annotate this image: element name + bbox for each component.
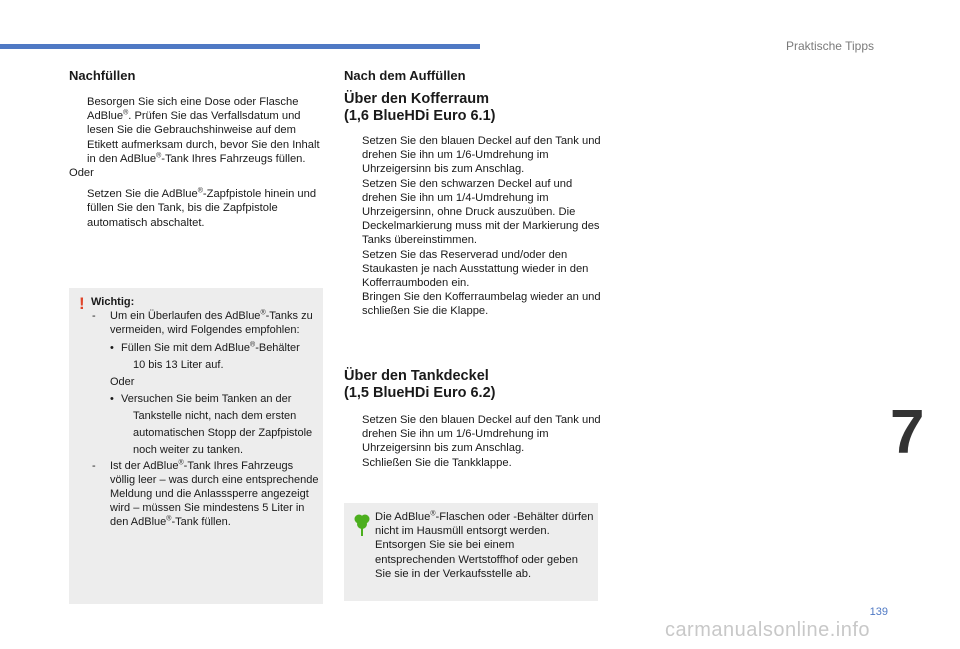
running-title: Praktische Tipps — [785, 39, 874, 53]
refill-instructions — [69, 95, 327, 230]
environment-note-text: Die AdBlue®-Flaschen oder -Behälter dürfen nicht im Hausmüll entsorgt werden. Entsorgen Sie sie bei einem entsprechenden Wertstoffhof oder geben Sie sie in der Verkaufsstelle ab. — [375, 510, 594, 580]
warning-subitem: • Versuchen Sie beim Tanken an der Tankstelle nicht, nach dem ersten automatischen Stopp der Zapfpistole noch weiter zu tanken. — [110, 392, 313, 456]
registered-mark: ® — [123, 109, 129, 117]
warning-box — [69, 288, 323, 604]
list-item: Besorgen Sie sich eine Dose oder Flasche AdBlue®. Prüfen Sie das Verfallsdatum und lesen Sie die Gebrauchshinweise auf dem Etikett aufmerksam durch, bevor Sie den Inhalt in den AdBlue®-Tank Ihres Fahrzeugs füllen. — [87, 96, 320, 165]
leaf-tree-icon — [354, 513, 370, 537]
chapter-number: 7 — [890, 398, 925, 467]
registered-mark: ® — [178, 458, 184, 466]
registered-mark: ® — [430, 510, 436, 518]
subheading-trunk: Über den Kofferraum (1,6 BlueHDi Euro 6.1) — [344, 91, 496, 124]
section-heading-after-refill: Nach dem Auffüllen — [344, 68, 466, 83]
page-number: 139 — [869, 606, 888, 618]
list-item: Bringen Sie den Kofferraumbelag wieder an und schließen Sie die Klappe. — [362, 291, 601, 318]
subheading-fuel-flap: Über den Tankdeckel (1,5 BlueHDi Euro 6.2) — [344, 368, 496, 401]
registered-mark: ® — [156, 152, 162, 160]
or-label: Oder — [110, 375, 135, 388]
warning-content — [83, 295, 321, 530]
registered-mark: ® — [166, 515, 172, 523]
warning-icon: ! — [79, 294, 85, 313]
watermark: carmanualsonline.info — [664, 619, 870, 641]
or-label: Oder — [69, 167, 94, 180]
list-item: Schließen Sie die Tankklappe. — [362, 456, 512, 469]
list-item: Setzen Sie den schwarzen Deckel auf und drehen Sie ihn um 1/4-Umdrehung im Uhrzeigersinn, ohne Druck auszuüben. Die Deckelmarkierung muss mit der Markierung des Tanks übereinstimmen. — [362, 177, 600, 247]
warning-item: - Um ein Überlaufen des AdBlue®-Tanks zu vermeiden, wird Folgendes empfohlen: — [92, 309, 313, 337]
fuel-flap-steps — [344, 413, 602, 470]
warning-title: Wichtig: — [91, 296, 135, 308]
header-accent-bar — [0, 44, 480, 49]
list-item: Setzen Sie den blauen Deckel auf den Tank und drehen Sie ihn um 1/6-Umdrehung im Uhrzeigersinn bis zum Anschlag. — [362, 414, 601, 455]
warning-item: - Ist der AdBlue®-Tank Ihres Fahrzeugs völlig leer – was durch eine entsprechende Meldung und die Anlasssperre angezeigt wird – müssen Sie mindestens 5 Liter in den AdBlue®-Tank füllen. — [92, 458, 319, 529]
list-item: Setzen Sie das Reserverad und/oder den Staukasten je nach Ausstattung wieder in den Kofferraumboden ein. — [362, 248, 589, 290]
registered-mark: ® — [197, 187, 203, 195]
trunk-steps — [344, 134, 602, 319]
registered-mark: ® — [250, 340, 256, 348]
section-heading-refill: Nachfüllen — [69, 68, 136, 83]
list-item: Setzen Sie den blauen Deckel auf den Tank und drehen Sie ihn um 1/6-Umdrehung im Uhrzeigersinn bis zum Anschlag. — [362, 135, 601, 176]
environment-note-box — [344, 503, 598, 601]
registered-mark: ® — [260, 309, 266, 317]
warning-subitem: • Füllen Sie mit dem AdBlue®-Behälter 10 bis 13 Liter auf. — [110, 340, 300, 371]
list-item: Setzen Sie die AdBlue®-Zapfpistole hinein und füllen Sie den Tank, bis die Zapfpistole automatisch abschaltet. — [87, 187, 317, 229]
